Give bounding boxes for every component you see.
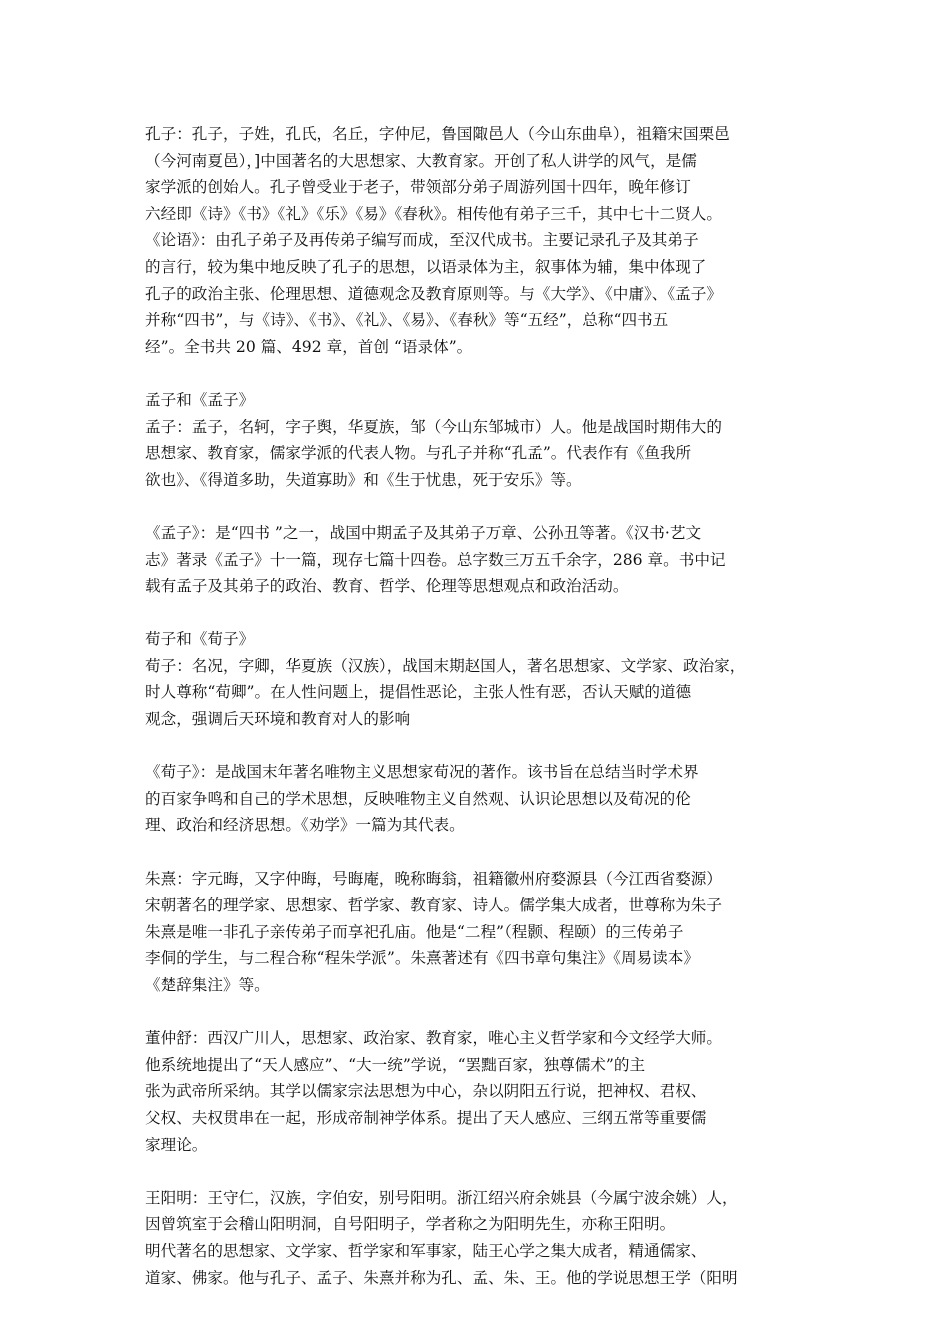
text-line: 欲也》、《得道多助，失道寡助》和《生于忧患，死于安乐》等。 — [145, 470, 582, 489]
text-line: 《论语》：由孔子弟子及再传弟子编写而成，至汉代成书。主要记录孔子及其弟子 — [145, 231, 699, 250]
text-line: 的言行，较为集中地反映了孔子的思想，以语录体为主，叙事体为辅，集中体现了 — [145, 257, 707, 276]
document-page — [145, 121, 805, 1291]
text-line: 孔子的政治主张、伦理思想、道德观念及教育原则等。与《大学》、《中庸》、《孟子》 — [145, 284, 722, 303]
text-line: 《楚辞集注》等。 — [145, 976, 270, 994]
text-line: 朱熹是唯一非孔子亲传弟子而享祀孔庙。他是“二程”（程颢、程颐）的三传弟子 — [145, 922, 684, 941]
text-line: 张为武帝所采纳。其学以儒家宗法思想为中心，杂以阴阳五行说，把神权、君权、 — [145, 1082, 707, 1101]
text-line: 孔子：孔子，子姓，孔氏，名丘，字仲尼，鲁国陬邑人（今山东曲阜），祖籍宋国栗邑 — [145, 125, 730, 143]
paragraph-xunzi — [145, 626, 805, 732]
text-line: 宋朝著名的理学家、思想家、哲学家、教育家、诗人。儒学集大成者，世尊称为朱子 — [145, 896, 722, 915]
paragraph-mencius-book — [145, 520, 805, 600]
text-line: 《孟子》：是“四书 ”之一，战国中期孟子及其弟子万章、公孙丑等著。《汉书·艺文 — [145, 523, 702, 542]
text-line: 六经即《诗》《书》《礼》《乐》《易》《春秋》。相传他有弟子三千，其中七十二贤人。 — [145, 204, 722, 223]
paragraph-confucius — [145, 121, 805, 360]
section-heading: 荀子和《荀子》 — [145, 630, 255, 649]
text-line: 道家、佛家。他与孔子、孟子、朱熹并称为孔、孟、朱、王。他的学说思想王学（阳明 — [145, 1268, 738, 1287]
text-line: 荀子：名况，字卿，华夏族（汉族），战国末期赵国人，著名思想家、文学家、政治家， — [145, 656, 746, 675]
text-line: 思想家、教育家，儒家学派的代表人物。与孔子并称“孔孟”。代表作有《鱼我所 — [145, 444, 692, 463]
text-line: 因曾筑室于会稽山阳明洞，自号阳明子，学者称之为阳明先生，亦称王阳明。 — [145, 1215, 676, 1234]
paragraph-gap — [145, 1158, 805, 1185]
text-line: 董仲舒：西汉广川人，思想家、政治家、教育家，唯心主义哲学家和今文经学大师。 — [145, 1029, 722, 1048]
text-line: 观念，强调后天环境和教育对人的影响 — [145, 710, 411, 729]
text-line: 明代著名的思想家、文学家、哲学家和军事家，陆王心学之集大成者，精通儒家、 — [145, 1241, 707, 1260]
text-line: 家理论。 — [145, 1135, 208, 1154]
text-line: 家学派的创始人。孔子曾受业于老子，带领部分弟子周游列国十四年，晚年修订 — [145, 178, 691, 197]
text-line: 经”。全书共 20 篇、492 章，首创 “语录体”。 — [145, 337, 473, 356]
text-line: （今河南夏邑），]中国著名的大思想家、大教育家。开创了私人讲学的风气，是儒 — [145, 151, 697, 170]
paragraph-mencius — [145, 387, 805, 493]
paragraph-gap — [145, 999, 805, 1026]
text-line: 他系统地提出了“天人感应”、“大一统”学说，“罢黜百家，独尊儒术”的主 — [145, 1055, 646, 1074]
text-line: 父权、夫权贯串在一起，形成帝制神学体系。提出了天人感应、三纲五常等重要儒 — [145, 1108, 707, 1127]
paragraph-xunzi-book — [145, 759, 805, 839]
text-line: 志》著录《孟子》十一篇，现存七篇十四卷。总字数三万五千余字，286 章。书中记 — [145, 550, 726, 569]
paragraph-gap — [145, 360, 805, 387]
paragraph-gap — [145, 600, 805, 627]
paragraph-gap — [145, 839, 805, 866]
text-line: 朱熹：字元晦，又字仲晦，号晦庵，晚称晦翁，祖籍徽州府婺源县（今江西省婺源） — [145, 869, 722, 888]
paragraph-gap — [145, 493, 805, 520]
paragraph-dong-zhongshu — [145, 1025, 805, 1158]
paragraph-wang-yangming — [145, 1185, 805, 1291]
paragraph-zhuxi — [145, 866, 805, 999]
text-line: 《荀子》：是战国末年著名唯物主义思想家荀况的著作。该书旨在总结当时学术界 — [145, 763, 699, 782]
text-line: 孟子：孟子，名轲，字子舆，华夏族，邹（今山东邹城市）人。他是战国时期伟大的 — [145, 417, 722, 436]
text-line: 时人尊称“荀卿”。在人性问题上，提倡性恶论，主张人性有恶，否认天赋的道德 — [145, 683, 692, 702]
section-heading: 孟子和《孟子》 — [145, 390, 255, 409]
text-line: 载有孟子及其弟子的政治、教育、哲学、伦理等思想观点和政治活动。 — [145, 577, 629, 596]
text-line: 李侗的学生，与二程合称“程朱学派”。朱熹著述有《四书章句集注》《周易读本》 — [145, 949, 699, 968]
text-line: 王阳明：王守仁，汉族，字伯安，别号阳明。浙江绍兴府余姚县（今属宁波余姚）人， — [145, 1188, 738, 1207]
text-line: 并称“四书”，与《诗》、《书》、《礼》、《易》、《春秋》等“五经”，总称“四书五 — [145, 311, 669, 330]
text-line: 的百家争鸣和自己的学术思想，反映唯物主义自然观、认识论思想以及荀况的伦 — [145, 789, 691, 808]
paragraph-gap — [145, 733, 805, 760]
text-line: 理、政治和经济思想。《劝学》一篇为其代表。 — [145, 816, 465, 835]
